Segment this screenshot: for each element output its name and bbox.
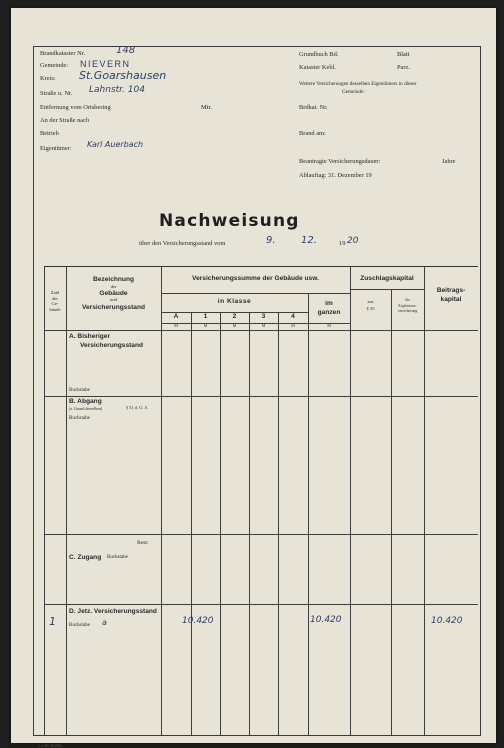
beitrags-header: Beitrags- kapital: [436, 287, 466, 304]
buchstabe-d: Buchstabe: [69, 623, 90, 628]
klasse-4-header: 4: [291, 313, 295, 320]
brandkataster-label: Brandkataster Nr.: [40, 50, 86, 57]
gemeinde-value: NIEVERN: [80, 59, 131, 69]
subtitle-day: 9.: [266, 235, 276, 246]
section-a-title: A. Bisheriger: [69, 333, 111, 340]
unit-mark: M: [291, 323, 295, 328]
section-b-title: B. Abgang: [69, 398, 102, 405]
subtitle-year-prefix: 19: [339, 240, 346, 247]
klasse-a-header: A: [173, 313, 179, 320]
section-a-subtitle: Versicherungsstand: [80, 342, 144, 349]
in-klasse-label: in Klasse: [217, 298, 252, 305]
subtitle-prefix: über den Versicherungsstand vom: [139, 240, 226, 247]
brandkataster-value: 148: [116, 45, 136, 56]
subtitle-year-suffix: 20: [347, 236, 359, 246]
brand-am-label: Brand am:: [299, 130, 326, 137]
subtitle-month: 12.: [301, 235, 317, 246]
bezeichnung-header: Bezeichnung der Gebäude und Versicherungsstand: [81, 276, 146, 311]
document-page: [11, 8, 496, 748]
weitere-line2: Gemeinde:: [342, 89, 365, 95]
unit-mark: M: [232, 323, 237, 328]
buchstabe-a: Buchstabe: [69, 388, 90, 393]
zahl-header: Zahl der Ge- bäude: [49, 290, 61, 313]
versicherungssumme-header: Versicherungssumme der Gebäude usw.: [192, 275, 319, 282]
buchstabe-c: Buchstabe: [107, 555, 128, 560]
strasse-value: Lahnstr. 104: [89, 85, 145, 95]
eigentuemer-label: Eigentümer:: [40, 145, 72, 152]
zuschlag-aus-header: aus § 35: [366, 299, 375, 311]
beantragte-label: Beantragte Versicherungsdauer:: [299, 158, 381, 165]
unit-mark: M: [327, 323, 331, 328]
kreis-value: St.Goarshausen: [79, 69, 167, 82]
footer-code: I. 1.50. 40.000: [38, 743, 62, 748]
unit-mark: M: [261, 323, 266, 328]
gemeinde-label: Gemeinde:: [40, 62, 69, 69]
strasse-label: Straße u. Nr.: [40, 90, 73, 97]
kataster-label: Kataster Kebl.: [299, 64, 336, 71]
row-d-beitragskapital: 10.420: [431, 616, 463, 626]
klasse-3-header: 3: [261, 313, 266, 320]
kreis-label: Kreis:: [40, 75, 56, 82]
jahre-label: Jahre: [442, 158, 456, 165]
parz-label: Parz.: [397, 64, 410, 71]
grundbuch-label: Grundbuch Bd.: [299, 51, 339, 58]
blatt-label: Blatt: [397, 51, 410, 58]
row-d-klasse-a: 10.420: [182, 616, 214, 626]
section-c-title: C. Zugang: [69, 554, 102, 561]
rest-label: Rest:: [137, 540, 149, 546]
buchstabe-d-value: a: [102, 618, 107, 627]
eigentuemer-value: Karl Auerbach: [87, 140, 144, 149]
im-ganzen-header: im ganzen: [317, 300, 341, 316]
brdkat-label: Brdkat. Nr.: [299, 104, 328, 111]
zuschlag-header: Zuschlagskapital: [360, 275, 414, 282]
section-b-sub: (z. Grund desselben): [69, 406, 103, 411]
page-title: Nachweisung: [159, 211, 300, 231]
betrieb-label: Betrieb: [40, 130, 59, 137]
row-d-im-ganzen: 10.420: [310, 615, 342, 625]
ablauftag-label: Ablauftag: 31. Dezember 19: [299, 172, 372, 179]
zuschlag-fuer-header: für Explosions- versicherung: [397, 298, 418, 314]
an-der-strasse-label: An der Straße nach: [40, 117, 90, 124]
klasse-1-header: 1: [203, 313, 208, 320]
klasse-2-header: 2: [232, 313, 237, 320]
section-d-title: D. Jetz. Versicherungsstand: [69, 608, 157, 615]
entfernung-unit: Mtr.: [201, 104, 212, 111]
buchstabe-b: Buchstabe: [69, 416, 90, 421]
row-d-zahl: 1: [49, 615, 56, 628]
unit-mark: M: [203, 323, 208, 328]
weitere-line1: Weitere Versicherungen desselben Eigentümers in dieser: [299, 81, 417, 87]
unit-mark: M: [174, 323, 178, 328]
entfernung-label: Entfernung vom Ortsbering: [40, 104, 111, 111]
section-b-ref: § 51 d. G. A.: [126, 405, 149, 410]
